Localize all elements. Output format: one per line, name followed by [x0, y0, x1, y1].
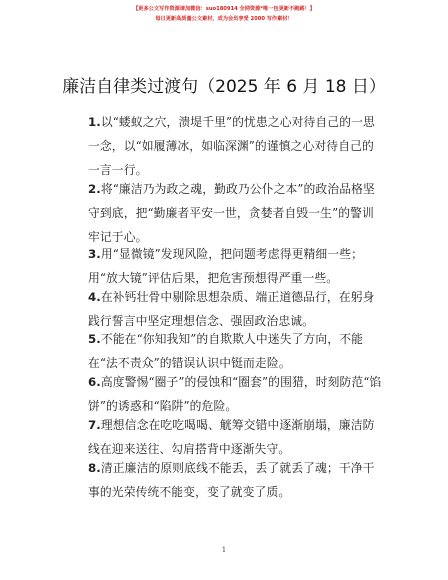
paragraph-number: 6.	[88, 375, 101, 389]
promo-banner-line2: 每日更新高质量公文素材，成为会员享受 2000 写作素材！	[155, 16, 293, 22]
paragraph-number: 2.	[88, 182, 101, 196]
paragraph-text: 理想信念在吃吃喝喝、觥筹交错中逐渐崩塌，廉洁防线在迎来送往、勾肩搭背中逐渐失守。	[88, 418, 375, 456]
paragraph-number: 8.	[88, 461, 101, 475]
paragraph-3	[88, 242, 384, 290]
paragraph-7	[88, 413, 384, 461]
paragraph-2	[88, 177, 384, 249]
paragraph-5	[88, 327, 384, 375]
paragraph-number: 4.	[88, 290, 101, 304]
paragraph-text: 在补钙壮骨中剔除思想杂质、端正道德品行，在躬身践行誓言中坚定理想信念、强固政治忠诚。	[88, 290, 375, 328]
paragraph-1	[88, 110, 384, 182]
paragraph-text: 清正廉洁的原则底线不能丢，丢了就丢了魂；干净干事的光荣传统不能变，变了就变了质。	[88, 461, 375, 499]
paragraph-number: 7.	[88, 418, 101, 432]
paragraph-number: 3.	[88, 247, 101, 261]
paragraph-number: 5.	[88, 332, 101, 346]
paragraph-4	[88, 285, 384, 333]
promo-banner-line1: 【更多公文写作资源请加微信：suo180914 全网资源*唯一包更新不跑路！】	[133, 6, 315, 12]
paragraph-8	[88, 456, 384, 504]
paragraph-number: 1.	[88, 115, 101, 129]
paragraph-text: 用“显微镜”发现风险，把问题考虑得更精细一些；用“放大镜”评估后果，把危害预想得严重一些。	[88, 247, 363, 285]
paragraph-text: 不能在“你知我知”的自欺欺人中迷失了方向，不能在“法不责众”的错误认识中铤而走险。	[88, 332, 363, 370]
page-number: 1	[221, 546, 227, 554]
paragraph-text: 以“蝼蚁之穴，溃堤千里”的忧患之心对待自己的一思一念，以“如履薄冰，如临深渊”的谨慎之心对待自己的一言一行。	[88, 115, 375, 177]
paragraph-text: 高度警惕“圈子”的侵蚀和“圈套”的围猎，时刻防范“馅饼”的诱惑和“陷阱”的危险。	[88, 375, 382, 413]
document-title: 廉洁自律类过渡句（2025 年 6 月 18 日）	[62, 77, 386, 97]
paragraph-text: 将“廉洁乃为政之魂，勤政乃公仆之本”的政治品格坚守到底，把“勤廉者平安一世，贪婪者自毁一生”的警训牢记于心。	[88, 182, 375, 244]
paragraph-6	[88, 370, 384, 418]
